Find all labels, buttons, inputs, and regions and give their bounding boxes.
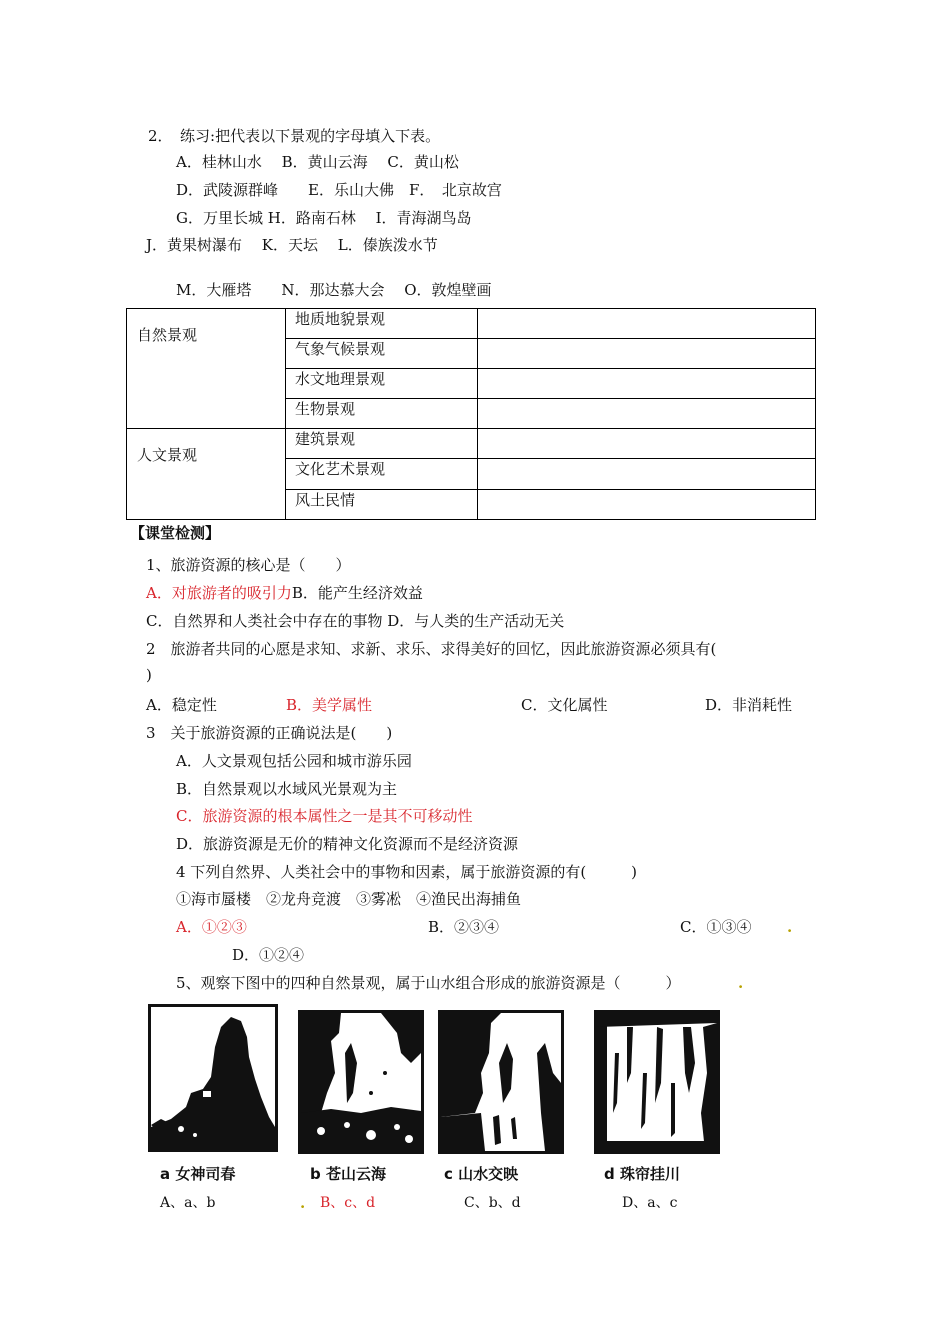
answer-option: A．①②③ <box>176 918 247 936</box>
picture-caption: a 女神司春 <box>160 1165 236 1183</box>
question-5-option-c: C、b、d <box>464 1195 521 1211</box>
picture-caption: d 珠帘挂川 <box>604 1165 680 1183</box>
waterfall-image <box>594 1010 720 1154</box>
question-2-option-a: A．稳定性 <box>146 696 217 714</box>
table-row-label: 风土民情 <box>295 491 356 509</box>
landscape-table <box>126 308 816 520</box>
options-row-1: A．桂林山水 B．黄山云海 C．黄山松 <box>176 153 459 171</box>
options-row-2: D．武陵源群峰 E．乐山大佛 F． 北京故宫 <box>176 181 502 199</box>
question-4-option-b: B．②③④ <box>428 918 500 936</box>
options-row-3: G．万里长城 H．路南石林 I．青海湖鸟岛 <box>176 209 472 227</box>
question-4-items: ①海市蜃楼 ②龙舟竞渡 ③雾凇 ④渔民出海捕鱼 <box>176 890 522 908</box>
table-group-cultural: 人文景观 <box>137 446 198 464</box>
options-row-4: J．黄果树瀑布 K．天坛 L．傣族泼水节 <box>146 236 438 254</box>
answer-option: C．旅游资源的根本属性之一是其不可移动性 <box>176 807 473 825</box>
question-3-option-d: D．旅游资源是无价的精神文化资源而不是经济资源 <box>176 835 519 853</box>
stray-dot: . <box>787 918 793 936</box>
question-5: 5、观察下图中的四种自然景观，属于山水组合形成的旅游资源是（ ） <box>176 974 681 992</box>
answer-option: A．对旅游者的吸引力 <box>146 584 292 602</box>
question-3-option-a: A．人文景观包括公园和城市游乐园 <box>176 752 412 770</box>
table-row-label: 文化艺术景观 <box>295 460 386 478</box>
question-5-option-d: D、a、c <box>622 1195 678 1211</box>
picture-caption: b 苍山云海 <box>310 1165 386 1183</box>
question-1-options-ab <box>146 583 423 603</box>
mountain-cloud-image <box>298 1010 424 1154</box>
question-4: 4 下列自然界、人类社会中的事物和因素，属于旅游资源的有( ) <box>176 863 638 881</box>
table-row-label: 地质地貌景观 <box>295 310 386 328</box>
section-heading: 【课堂检测】 <box>130 524 221 542</box>
table-row-label: 生物景观 <box>295 400 356 418</box>
stray-dot: . <box>738 974 744 992</box>
table-row-label: 建筑景观 <box>295 430 356 448</box>
question-3: 3 关于旅游资源的正确说法是( ) <box>146 724 393 742</box>
question-5-option-a: A、a、b <box>160 1195 216 1211</box>
answer-option: B．美学属性 <box>286 696 373 714</box>
table-group-natural: 自然景观 <box>137 326 198 344</box>
exercise-intro: 2． 练习:把代表以下景观的字母填入下表。 <box>148 127 441 145</box>
option: B．能产生经济效益 <box>291 584 423 602</box>
table-row-label: 气象气候景观 <box>295 340 386 358</box>
stray-dot: . <box>300 1194 306 1212</box>
question-1-options-cd: C．自然界和人类社会中存在的事物 D．与人类的生产活动无关 <box>146 612 565 630</box>
mountain-water-image <box>438 1010 564 1154</box>
options-row-5: M．大雁塔 N．那达慕大会 O．敦煌壁画 <box>176 281 492 299</box>
question-3-option-b: B．自然景观以水域风光景观为主 <box>176 780 398 798</box>
question-2-close: ) <box>146 666 152 684</box>
picture-caption: c 山水交映 <box>444 1165 519 1183</box>
question-4-option-d: D．①②④ <box>232 946 305 964</box>
table-row-label: 水文地理景观 <box>295 370 386 388</box>
question-2-option-d: D．非消耗性 <box>705 696 793 714</box>
question-2: 2 旅游者共同的心愿是求知、求新、求乐、求得美好的回忆，因此旅游资源必须具有( <box>146 640 717 658</box>
question-1: 1、旅游资源的核心是（ ） <box>146 556 351 574</box>
question-4-option-c: C．①③④ <box>680 918 752 936</box>
answer-option: B、c、d <box>320 1195 376 1211</box>
question-2-option-c: C．文化属性 <box>521 696 608 714</box>
statue-silhouette-image <box>148 1004 278 1152</box>
